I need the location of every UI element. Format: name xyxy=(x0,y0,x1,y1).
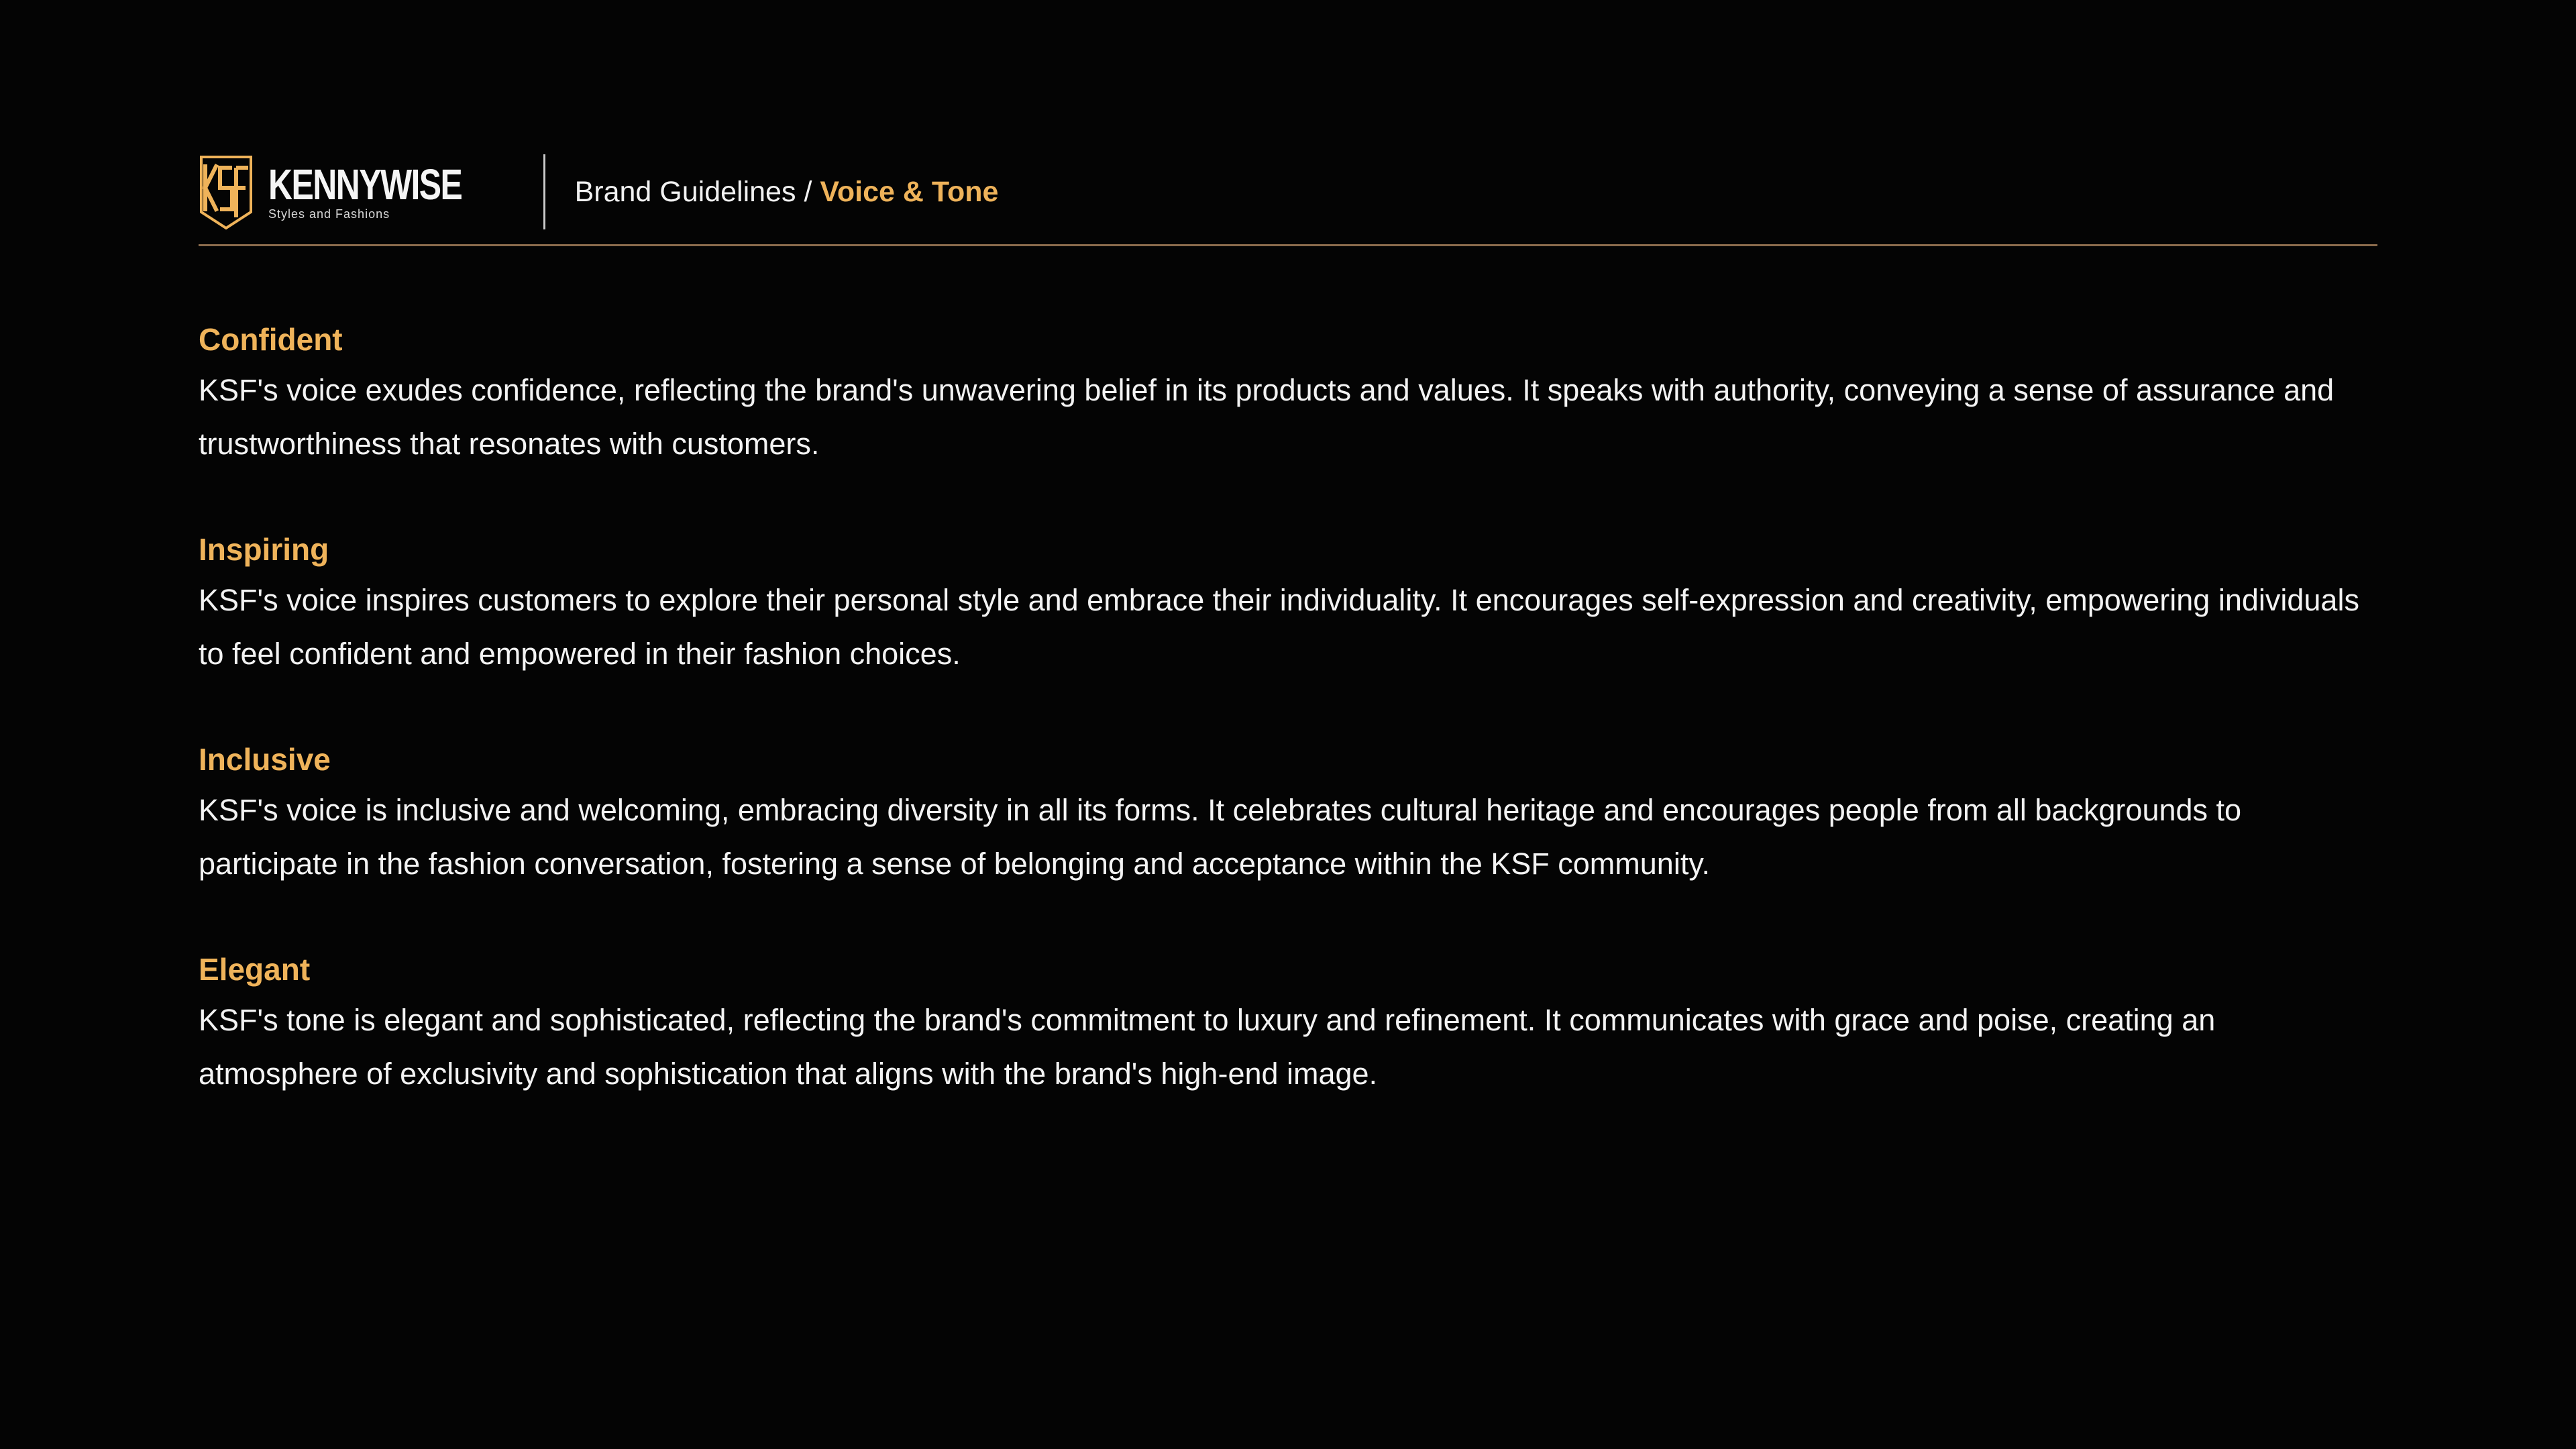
section-body: KSF's voice exudes confidence, reflecting the brand's unwavering belief in its products and values. It speaks with authority, conveying a sense of assurance and trustworthiness that resonates with customers. xyxy=(199,373,2334,461)
section-body: KSF's tone is elegant and sophisticated, reflecting the brand's commitment to luxury and refinement. It communicates with grace and poise, creating an atmosphere of exclusivity and sophistication that aligns with the brand's high-end image. xyxy=(199,1003,2216,1091)
section-title: Inclusive xyxy=(199,742,331,777)
section-body: KSF's voice inspires customers to explore their personal style and embrace their individuality. It encourages self-expression and creativity, empowering individuals to feel confident and empowered in their fashion choices. xyxy=(199,583,2359,671)
logo-wordmark xyxy=(268,160,517,221)
section-body: KSF's voice is inclusive and welcoming, embracing diversity in all its forms. It celebrates cultural heritage and encourages people from all backgrounds to participate in the fashion conversation, fostering a sense of belonging and acceptance within the KSF community. xyxy=(199,793,2242,881)
breadcrumb-separator: / xyxy=(804,175,812,208)
header-rule xyxy=(199,244,2377,246)
brand-logo[interactable] xyxy=(199,152,517,232)
section-title: Inspiring xyxy=(199,532,329,567)
breadcrumb-parent[interactable]: Brand Guidelines xyxy=(574,175,796,208)
logo-tagline: Styles and Fashions xyxy=(268,207,390,221)
breadcrumb xyxy=(575,176,999,209)
section-confident xyxy=(199,315,2377,471)
section-title: Elegant xyxy=(199,952,311,987)
logo-name: KENNYWISE xyxy=(268,160,462,209)
header-divider xyxy=(543,154,545,229)
section-inspiring xyxy=(199,525,2377,681)
section-elegant xyxy=(199,945,2377,1101)
breadcrumb-current: Voice & Tone xyxy=(820,175,999,208)
ksf-monogram-icon xyxy=(199,153,254,231)
voice-tone-content xyxy=(199,315,2377,1155)
section-title: Confident xyxy=(199,322,343,357)
section-inclusive xyxy=(199,735,2377,891)
page-header xyxy=(199,138,2377,246)
